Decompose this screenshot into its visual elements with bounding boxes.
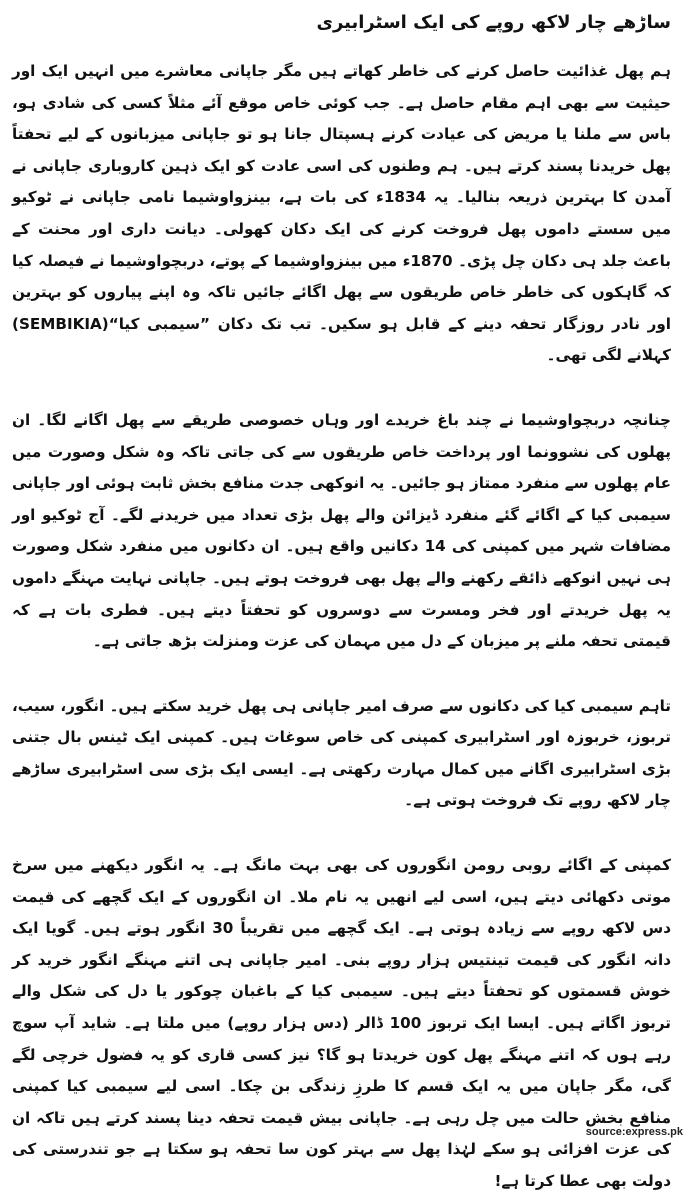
article-paragraph-4: کمپنی کے اگائے روبی رومن انگوروں کی بھی بہت مانگ ہے۔ یہ انگور دیکھنے میں سرخ موتی دکھائی دیتے ہیں، اسی لیے انھیں یہ نام ملا۔ ان انگوروں کے ایک گچھے کی قیمت دس لاکھ روپے سے زیادہ ہوتی ہے۔ ایک گچھے میں تقریباً 30 انگور ہوتے ہیں۔ گویا ایک دانہ انگور کی قیمت تینتیس ہزار روپے بنی۔ امیر جاپانی ہی اتنے مہنگے انگور خرید کر خوش قسمتوں کو تحفتاً دیتے ہیں۔ سیمبی کیا کے باغبان چوکور یا دل کی شکل والے تربوز اگاتے ہیں۔ ایسا ایک تربوز 100 ڈالر (دس ہزار روپے) میں ملتا ہے۔ شاید آپ سوچ رہے ہوں کہ اتنے مہنگے پھل کون خریدتا ہو گا؟ نیز کسی قاری کو یہ فضول خرچی لگے گی، مگر جاپان میں یہ ایک قسم کا طرزِ زندگی بن چکا۔ اسی لیے سیمبی کیا کمپنی منافع بخش حالت میں چل رہی ہے۔ جاپانی بیش قیمت تحفہ دینا پسند کرتے ہیں تاکہ ان کی عزت افزائی ہو سکے لہٰذا پھل سے بہتر کون سا تحفہ ہو سکتا ہے جو تندرستی کی دولت بھی عطا کرتا ہے! (12, 856, 671, 1190)
article-paragraph-3: تاہم سیمبی کیا کی دکانوں سے صرف امیر جاپانی ہی پھل خرید سکتے ہیں۔ انگور، سیب، تربوز، خربوزہ اور اسٹرابیری کمپنی کی خاص سوغات ہیں۔ کمپنی ایک ٹینس بال جتنی بڑی اسٹرابیری اگانے میں کمال مہارت رکھتی ہے۔ ایسی ایک بڑی سی اسٹرابیری ساڑھے چار لاکھ روپے تک فروخت ہوتی ہے۔ (12, 696, 671, 810)
article-paragraph-1: ہم پھل غذائیت حاصل کرنے کی خاطر کھاتے ہیں مگر جاپانی معاشرے میں انہیں ایک اور حیثیت سے بھی اہم مقام حاصل ہے۔ جب کوئی خاص موقع آئے مثلاً کسی کی شادی ہو، باس سے ملنا یا مریض کی عیادت کرنے ہسپتال جانا ہو تو جاپانی میزبانوں کے لیے تحفتاً پھل خریدنا پسند کرتے ہیں۔ ہم وطنوں کی اسی عادت کو ایک ذہین کاروباری جاپانی نے آمدن کا بہترین ذریعہ بنالیا۔ یہ 1834ء کی بات ہے، بینزواوشیما نامی جاپانی نے ٹوکیو میں سستے داموں پھل فروخت کرنے کی ایک دکان کھولی۔ دیانت داری اور محنت کے باعث جلد ہی دکان چل پڑی۔ 1870ء میں بینزواوشیما کے پوتے، دربچواوشیما نے فیصلہ کیا کہ گاہکوں کی خاطر خاص طریقوں سے پھل اگائے جائیں تاکہ وہ اپنے پیاروں کو بہترین اور نادر روزگار تحفہ دینے کے قابل ہو سکیں۔ تب تک دکان ”سیمبی کیا“(SEMBIKIA) کہلانے لگی تھی۔ (12, 62, 672, 365)
source-credit: source:express.pk (585, 1126, 683, 1138)
article-paragraph-2: چنانچہ دربچواوشیما نے چند باغ خریدے اور وہاں خصوصی طریقے سے پھل اگانے لگا۔ ان پھلوں کی نشوونما اور پرداخت خاص طریقوں سے کی جاتی تاکہ وہ شکل وصورت میں عام پھلوں سے منفرد ممتاز ہو جائیں۔ یہ انوکھی جدت منافع بخش ثابت ہوئی اور جاپانی سیمبی کیا کے اگائے گئے منفرد ڈیزائن والے پھل بڑی تعداد میں خریدنے لگے۔ آج ٹوکیو اور مضافات شہر میں کمپنی کی 14 دکانیں واقع ہیں۔ ان دکانوں میں منفرد شکل وصورت ہی نہیں انوکھے ذائقے رکھنے والے پھل بھی فروخت ہوتے ہیں۔ جاپانی نہایت مہنگے داموں یہ پھل خریدتے اور فخر ومسرت سے دوسروں کو تحفتاً دیتے ہیں۔ فطری بات ہے کہ قیمتی تحفہ ملنے پر میزبان کے دل میں مہمان کی عزت ومنزلت بڑھ جاتی ہے۔ (12, 410, 671, 651)
article-title: ساڑھے چار لاکھ روپے کی ایک اسٹرابیری (316, 12, 671, 33)
